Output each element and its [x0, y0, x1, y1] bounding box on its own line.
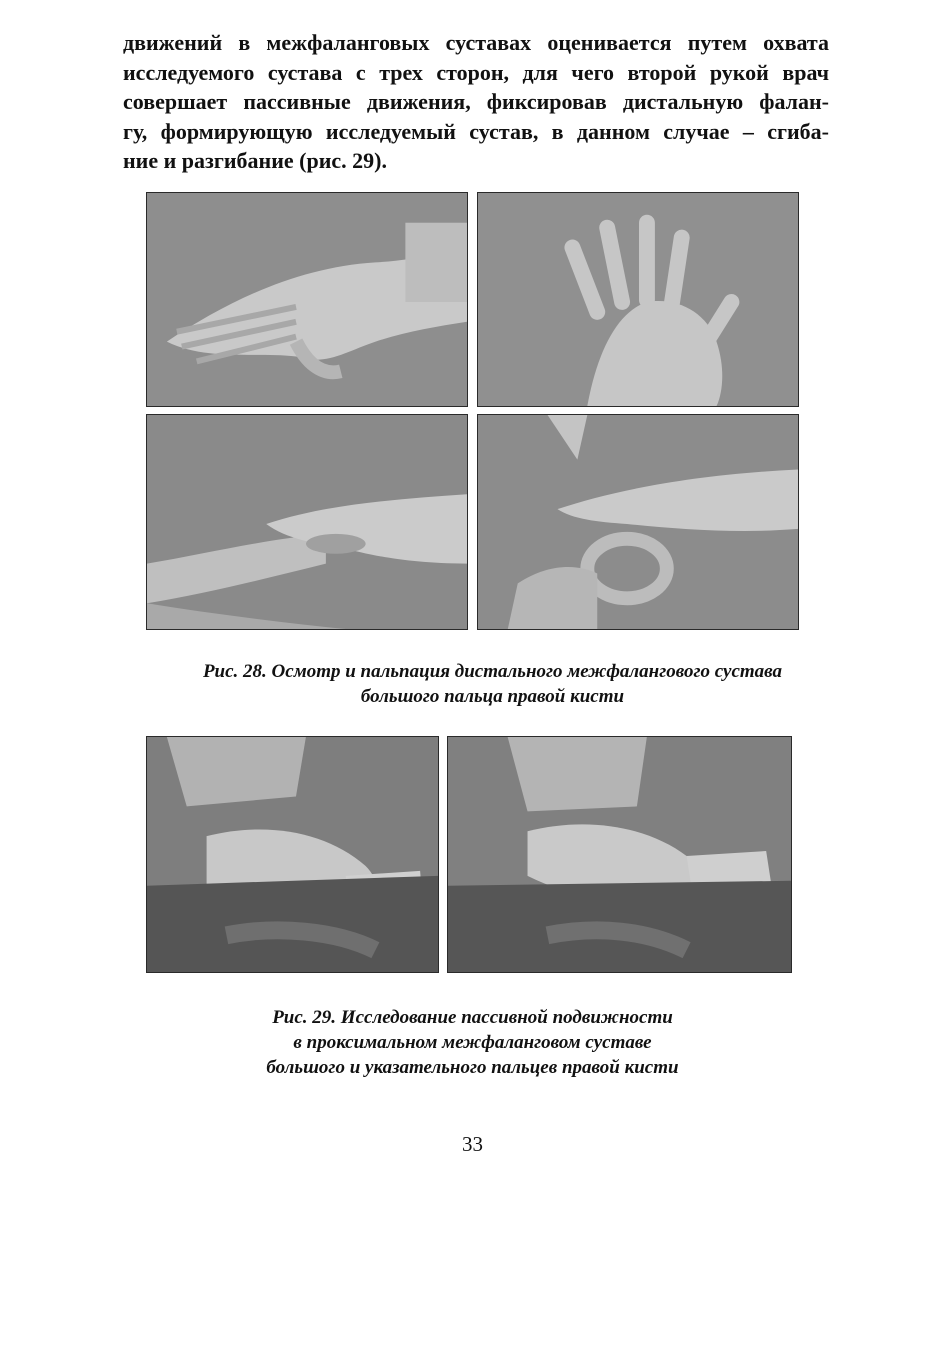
body-line: совершает пассивные движения, фиксировав дистальную фалан-: [123, 89, 829, 114]
page-number: 33: [462, 1132, 483, 1156]
body-line: гу, формирующую исследуемый сустав, в данном случае – сгиба-: [123, 118, 829, 144]
body-paragraph: [123, 28, 829, 176]
fig28-photo-hand-side-view: [146, 192, 468, 407]
body-line: исследуемого сустава с трех сторон, для чего второй рукой врач: [123, 59, 829, 85]
fig28-caption: [120, 659, 865, 709]
fig28-photo-palpation-right: [477, 414, 799, 630]
fig29-photo-left: [146, 736, 439, 973]
caption-line: в проксимальном межфаланговом суставе: [293, 1032, 652, 1053]
caption-line: большого и указательного пальцев правой кисти: [266, 1057, 679, 1078]
caption-line: Рис. 29. Исследование пассивной подвижности: [272, 1007, 673, 1028]
fig28-photo-hand-palm-view: [477, 192, 799, 407]
fig28-photo-palpation-left: [146, 414, 468, 630]
caption-line: большого пальца правой кисти: [360, 686, 625, 707]
body-line: ние и разгибание (рис. 29).: [123, 148, 387, 173]
caption-line: Рис. 28. Осмотр и пальпация дистального межфалангового сустава: [202, 661, 783, 682]
fig29-caption: [195, 1005, 750, 1080]
fig29-photo-right: [447, 736, 792, 973]
body-line: движений в межфаланговых суставах оценивается путем охвата: [123, 30, 829, 55]
